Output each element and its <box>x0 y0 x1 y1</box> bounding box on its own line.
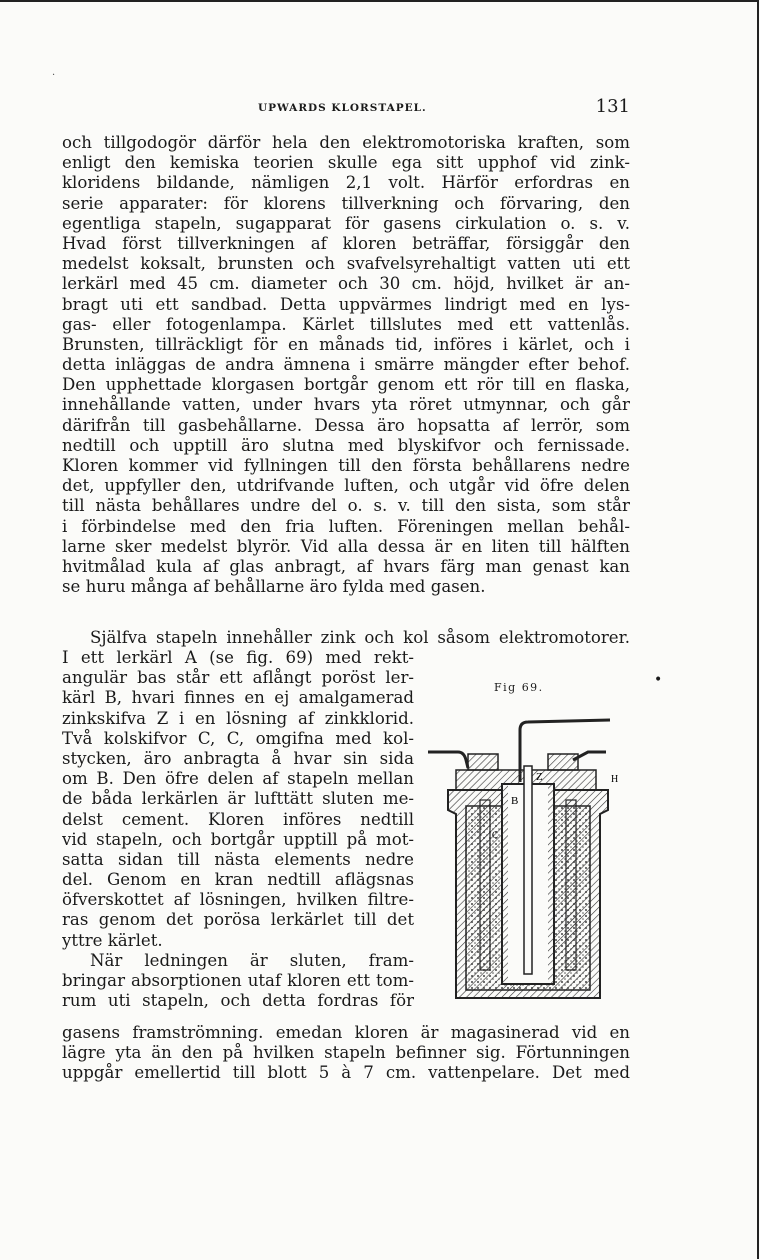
text-line: Den upphettade klorgasen bortgår genom ett rör till en flaska, <box>62 375 630 395</box>
text-line: yttre kärlet. <box>62 930 163 950</box>
text-line: serie apparater: för klorens tillverkning och förvaring, den <box>62 193 630 213</box>
text-line: därifrån till gasbehållarne. Dessa äro hopsatta af lerrör, som <box>62 415 630 435</box>
zinc-plate <box>524 766 532 974</box>
paragraph-2-first-line <box>62 628 630 648</box>
paragraph-3 <box>62 1023 630 1084</box>
label-z: Z <box>536 771 543 783</box>
label-b: B <box>511 795 519 807</box>
terminal-cap-right <box>548 754 578 770</box>
text-line: bragt uti ett sandbad. Detta uppvärmes lindrigt med en lys- <box>62 294 630 314</box>
text-line: I ett lerkärl A (se fig. 69) med rekt- <box>62 648 414 667</box>
text-line: delst cement. Kloren införes nedtill <box>62 809 414 829</box>
text-line: detta inläggas de andra ämnena i smärre mängder efter behof. <box>62 355 630 375</box>
text-line: till nästa behållares undre del o. s. v. till den sista, som står <box>62 496 630 516</box>
text-line: öfverskottet af lösningen, hvilken filtre- <box>62 890 414 910</box>
text-line: det, uppfyller den, utdrifvande luften, och utgår vid öfre delen <box>62 476 630 496</box>
figure-caption: Fig 69. <box>494 681 544 694</box>
text-line: del. Genom en kran nedtill aflägsnas <box>62 870 414 890</box>
text-line: gas- eller fotogenlampa. Kärlet tillslutes med ett vattenlås. <box>62 314 630 334</box>
text-line: kärl B, hvari finnes en ej amalgamerad <box>62 688 414 708</box>
text-line: se huru många af behållarne äro fylda med gasen. <box>62 577 486 597</box>
label-c: C <box>492 830 499 840</box>
porous-vessel-wall-right <box>548 784 554 984</box>
text-line: zinkskifva Z i en lösning af zinkklorid. <box>62 708 414 728</box>
side-pipe <box>428 752 468 768</box>
text-line: innehållande vatten, under hvars yta röret utmynnar, och går <box>62 395 630 415</box>
text-line: Kloren kommer vid fyllningen till den första behållarens nedre <box>62 456 630 475</box>
label-h: H <box>611 774 619 785</box>
carbon-plate-left <box>480 800 490 970</box>
running-title: UPWARDS KLORSTAPEL. <box>258 102 427 114</box>
text-line: satta sidan till nästa elements nedre <box>62 849 414 869</box>
text-line: om B. Den öfre delen af stapeln mellan <box>62 769 414 789</box>
text-line: angulär bas står ett aflångt poröst ler- <box>62 668 414 688</box>
text-line: bringar absorptionen utaf kloren ett tom- <box>62 971 414 990</box>
text-line: uppgår emellertid till blott 5 à 7 cm. vattenpelare. Det med <box>62 1063 630 1083</box>
text-line: nedtill och upptill äro slutna med blyskifvor och fernissade. <box>62 435 630 455</box>
margin-dot: • <box>654 672 663 688</box>
text-line: Hvad först tillverkningen af kloren beträffar, försiggår den <box>62 233 630 253</box>
text-line: Två kolskifvor C, C, omgifna med kol- <box>62 728 414 748</box>
text-line: lägre yta än den på hvilken stapeln befinner sig. Förtunningen <box>62 1043 630 1063</box>
page-number: 131 <box>595 96 630 117</box>
text-line: egentliga stapeln, sugapparat för gasens cirkulation o. s. v. <box>62 213 630 233</box>
text-line: kloridens bildande, nämligen 2,1 volt. Härför erfordras en <box>62 173 630 193</box>
margin-mark: · <box>52 70 56 81</box>
running-head <box>62 96 630 120</box>
text-line: rum uti stapeln, och detta fordras för <box>62 991 414 1011</box>
text-line: enligt den kemiska teorien skulle ega sitt upphof vid zink- <box>62 153 630 173</box>
text-line: ras genom det porösa lerkärlet till det <box>62 910 414 930</box>
text-line: gasens framströmning. emedan kloren är magasinerad vid en <box>62 1023 630 1042</box>
text-line: vid stapeln, och bortgår upptill på mot- <box>62 829 414 849</box>
paragraph-1 <box>62 133 630 597</box>
terminal-cap-left <box>468 754 498 770</box>
figure-69-battery-illustration <box>428 710 628 1010</box>
text-line: lerkärl med 45 cm. diameter och 30 cm. höjd, hvilket är an- <box>62 274 630 294</box>
text-line: medelst koksalt, brunsten och svafvelsyrehaltigt vatten uti ett <box>62 254 630 274</box>
text-line: i förbindelse med den fria luften. Föreningen mellan behål- <box>62 516 630 536</box>
text-line: Själfva stapeln innehåller zink och kol såsom elektromotorer. <box>90 628 630 647</box>
text-line: Brunsten, tillräckligt för en månads tid, införes i kärlet, och i <box>62 334 630 354</box>
porous-vessel-wall <box>502 784 508 984</box>
carbon-plate-right <box>566 800 576 970</box>
text-line: de båda lerkärlen är lufttätt sluten me- <box>62 789 414 809</box>
text-line: När ledningen är sluten, fram- <box>90 950 414 970</box>
text-line: hvitmålad kula af glas anbragt, af hvars färg man genast kan <box>62 556 630 576</box>
paragraph-2 <box>62 648 414 1011</box>
text-line: stycken, äro anbragta å hvar sin sida <box>62 748 414 768</box>
text-line: larne sker medelst blyrör. Vid alla dessa är en liten till hälften <box>62 536 630 556</box>
text-line: och tillgodogör därför hela den elektromotoriska kraften, som <box>62 133 630 152</box>
